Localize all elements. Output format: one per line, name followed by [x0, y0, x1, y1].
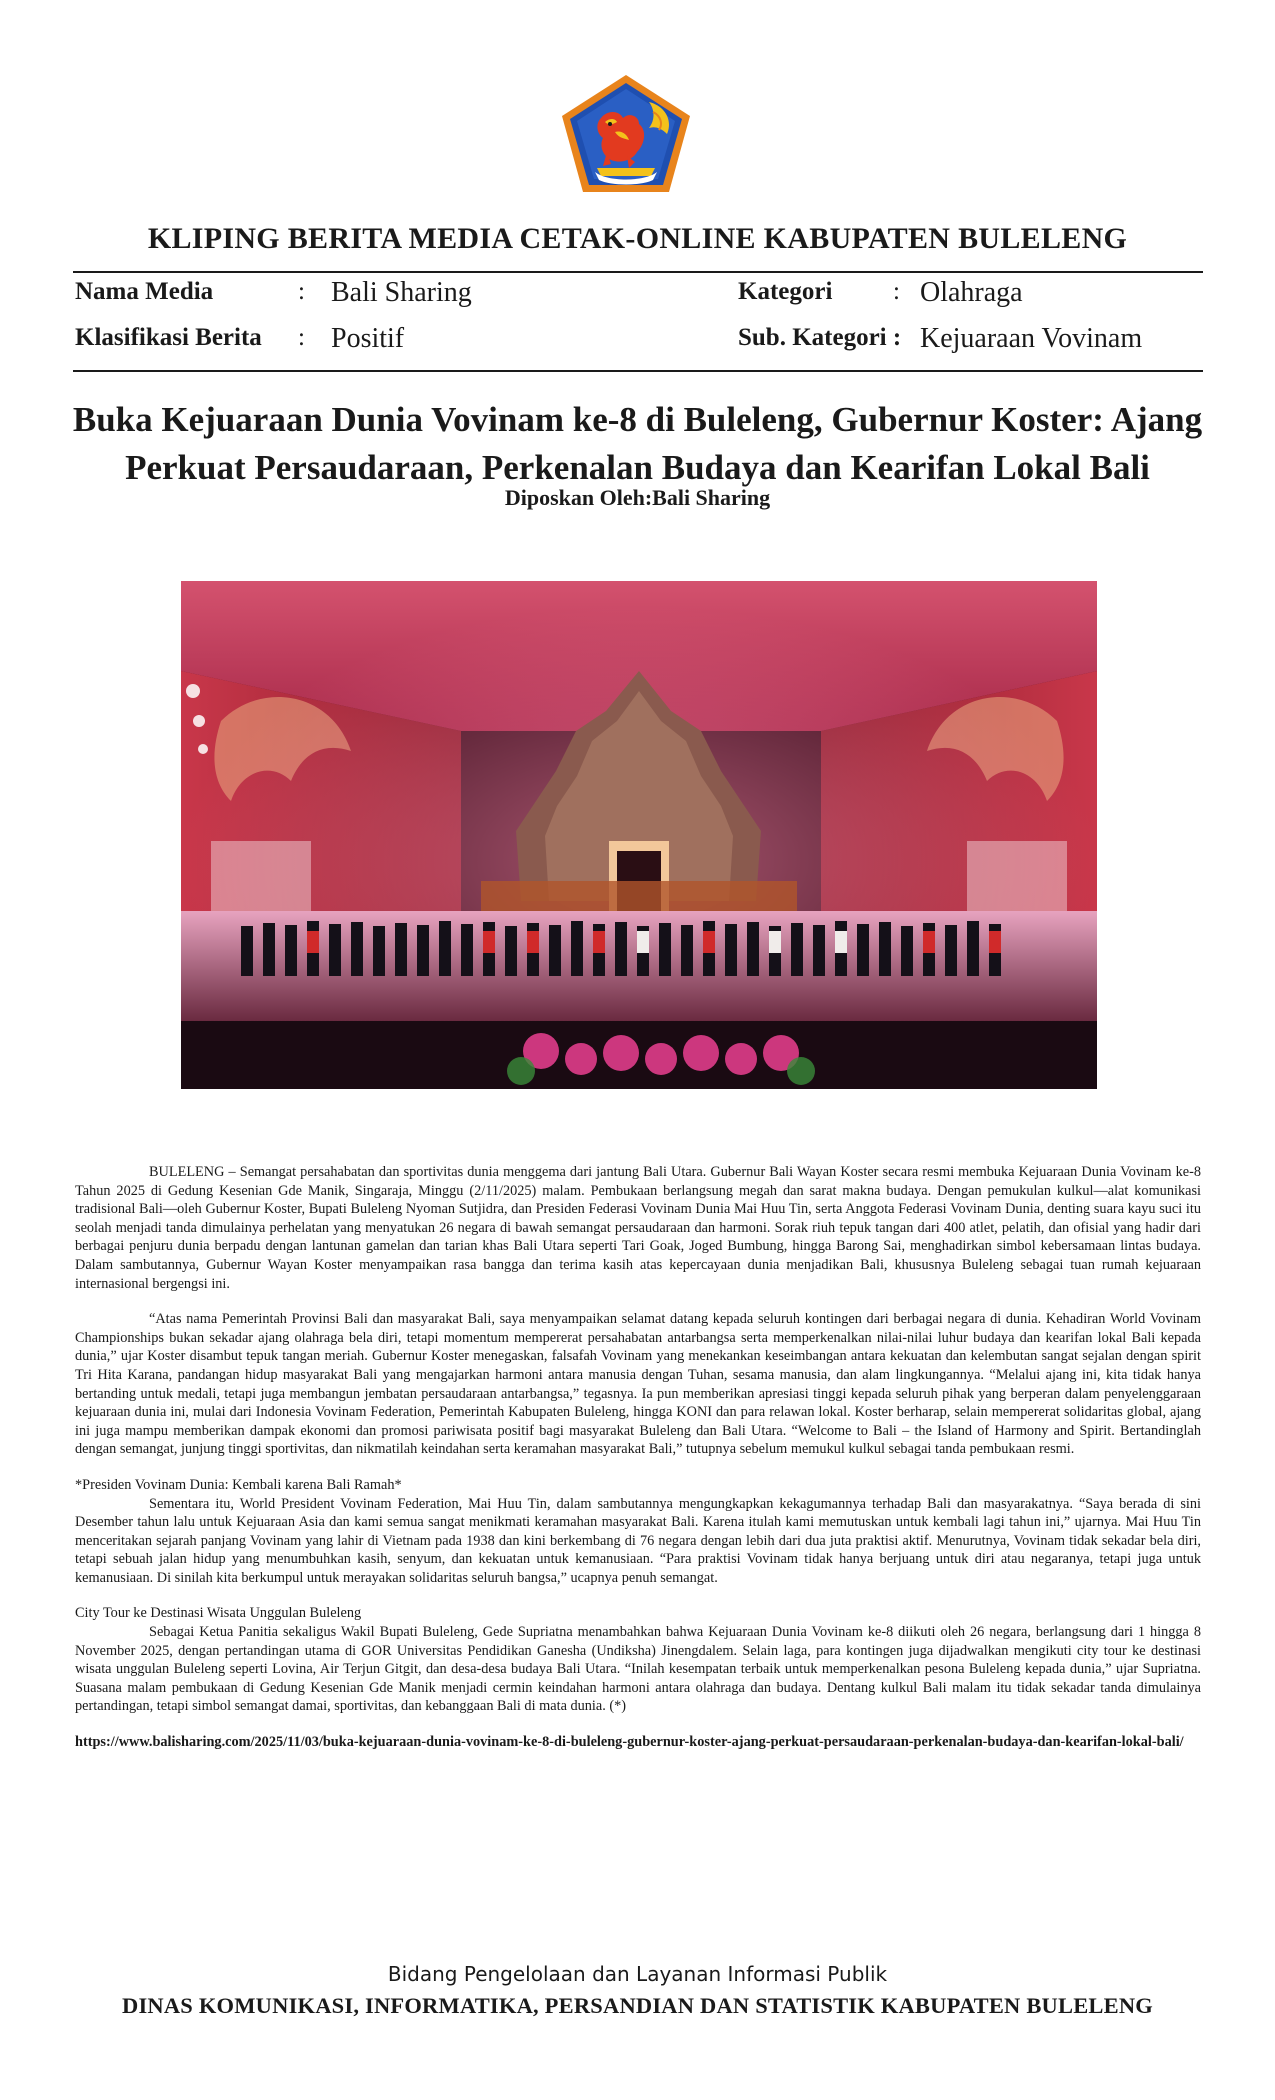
sub-kategori-value: Kejuaraan Vovinam [920, 323, 1143, 354]
meta-row-media [0, 278, 1275, 314]
kategori-label: Kategori [738, 278, 833, 305]
article-byline: Diposkan Oleh:Bali Sharing [504, 485, 771, 510]
klasifikasi-colon: : [298, 324, 305, 351]
stage-people [241, 921, 1001, 976]
header-divider-top [73, 271, 1203, 273]
source-url-link[interactable]: https://www.balisharing.com/2025/11/03/buka-kejuaraan-dunia-vovinam-ke-8-di-buleleng-gubernur-koster-ajang-perkuat-persaudaraan-perkenalan-budaya-dan-kearifan-lokal-bali/ [75, 1734, 1184, 1751]
nama-media-colon: : [298, 278, 305, 305]
buleleng-regency-logo [557, 72, 695, 198]
article-paragraph: “Atas nama Pemerintah Provinsi Bali dan masyarakat Bali, saya menyampaikan selamat datang kepada seluruh kontingen dari berbagai negara di dunia. Kehadiran World Vovinam Championships bukan sekadar ajang olahraga bela diri, tetapi momentum mempererat persahabatan antarbangsa serta memperkenalkan nilai-nilai luhur budaya dan kearifan lokal Bali kepada dunia,” ujar Koster disambut tepuk tangan meriah. Gubernur Koster menegaskan, falsafah Vovinam yang menekankan keseimbangan antara kekuatan dan kelembutan sangat sejalan dengan spirit Tri Hita Karana, pandangan hidup masyarakat Bali yang mengajarkan harmoni antara manusia dengan Tuhan, sesama manusia, dan alam lingkungannya. “Melalui ajang ini, kita tidak hanya bertanding untuk medali, tetapi juga membangun jembatan persaudaraan antarbangsa,” tegasnya. Ia pun memberikan apresiasi tinggi kepada seluruh pihak yang berperan dalam penyelenggaraan kejuaraan dunia ini, mulai dari Indonesia Vovinam Federation, Pemerintah Kabupaten Buleleng, hingga KONI dan para relawan lokal. Koster berharap, selain mempererat solidaritas global, ajang ini juga mampu memberikan dampak ekonomi dan promosi pariwisata positif bagi masyarakat Buleleng dan Bali Utara. “Welcome to Bali – the Island of Harmony and Spirit. Bertandinglah dengan semangat, junjung tinggi sportivitas, dan nikmatilah keindahan serta keramahan masyarakat Bali,” tutupnya sebelum memukul kulkul sebagai tanda pembukaan resmi. [75, 1311, 1201, 1458]
article-paragraph: BULELENG – Semangat persahabatan dan sportivitas dunia menggema dari jantung Bali Utara. Gubernur Bali Wayan Koster secara resmi membuka Kejuaraan Dunia Vovinam ke-8 Tahun 2025 di Gedung Kesenian Gde Manik, Singaraja, Minggu (2/11/2025) malam. Pembukaan berlangsung megah dan sarat makna budaya. Dengan pemukulan kulkul—alat komunikasi tradisional Bali—oleh Gubernur Koster, Bupati Buleleng Nyoman Sutjidra, dan Presiden Federasi Vovinam Dunia Mai Huu Tin, serta Anggota Federasi Vovinam Dunia, denting suara kayu suci itu seolah menjadi tanda dimulainya perhelatan yang menyatukan 26 negara di bawah semangat persaudaraan dan harmoni. Sorak riuh tepuk tangan dari 400 atlet, pelatih, dan ofisial yang hadir dari berbagai penjuru dunia berpadu dengan lantunan gamelan dan tarian khas Bali Utara seperti Tari Goak, Joged Bumbung, hingga Barong Sai, menghadirkan simbol kebersamaan lintas budaya. Dalam sambutannya, Gubernur Wayan Koster menyampaikan rasa bangga dan terima kasih atas kepercayaan dunia menjadikan Bali, khususnya Buleleng sebagai tuan rumah kejuaraan internasional bergengsi ini. [75, 1164, 1201, 1292]
sub-kategori-label: Sub. Kategori : [738, 324, 902, 351]
clipping-header-title: KLIPING BERITA MEDIA CETAK-ONLINE KABUPATEN BULELENG [147, 222, 1128, 255]
nama-media-label: Nama Media [75, 278, 214, 305]
article-body [75, 1163, 1201, 1752]
opening-ceremony-stage-photo [181, 581, 1097, 1089]
kategori-colon: : [893, 278, 900, 305]
article-subheading: City Tour ke Destinasi Wisata Unggulan Buleleng [75, 1605, 362, 1622]
article-paragraph: Sebagai Ketua Panitia sekaligus Wakil Bupati Buleleng, Gede Supriatna menambahkan bahwa Kejuaraan Dunia Vovinam ke-8 diikuti oleh 26 negara, berlangsung dari 1 hingga 8 November 2025, dengan pertandingan utama di GOR Universitas Pendidikan Ganesha (Undiksha) Jinengdalem. Selain laga, para kontingen juga dijadwalkan mengikuti city tour ke destinasi wisata unggulan Buleleng seperti Lovina, Air Terjun Gitgit, dan desa-desa budaya Bali Utara. “Inilah kesempatan terbaik untuk memperkenalkan pesona Buleleng kepada dunia,” ujar Supriatna. Suasana malam pembukaan di Gedung Kesenian Gde Manik menjadi cermin keindahan harmoni antara olahraga dan budaya. Dentang kulkul Bali malam itu tidak sekadar tanda dimulainya pertandingan, tetapi simbol semangat damai, sportivitas, dan kebanggaan Bali di mata dunia. (*) [75, 1624, 1201, 1715]
lion-crest-icon [557, 72, 695, 198]
article-headline: Buka Kejuaraan Dunia Vovinam ke-8 di Buleleng, Gubernur Koster: Ajang Perkuat Persaudaraan, Perkenalan Budaya dan Kearifan Lokal Bali [72, 400, 1203, 487]
kategori-value: Olahraga [920, 277, 1023, 308]
meta-row-classification [0, 324, 1275, 360]
nama-media-value: Bali Sharing [331, 277, 472, 308]
article-photo [181, 581, 1097, 1089]
footer-department: Bidang Pengelolaan dan Layanan Informasi Publik [387, 1962, 888, 1986]
klasifikasi-label: Klasifikasi Berita [75, 324, 262, 351]
article-paragraph: Sementara itu, World President Vovinam Federation, Mai Huu Tin, dalam sambutannya mengungkapkan kekagumannya terhadap Bali dan masyarakatnya. “Saya berada di sini Desember tahun lalu untuk Kejuaraan Asia dan kami semua sangat menikmati keramahan masyarakat Bali. Karena itulah kami memutuskan untuk kembali lagi tahun ini,” ujarnya. Mai Huu Tin menceritakan sejarah panjang Vovinam yang lahir di Vietnam pada 1938 dan kini berkembang di 76 negara dengan lebih dari dua juta praktisi aktif. Menurutnya, Vovinam tidak sekadar bela diri, tetapi sebuah jalan hidup yang menumbuhkan kasih, senyum, dan kekuatan untuk kemanusiaan. “Para praktisi Vovinam tidak hanya berjuang untuk diri atau negaranya, tetapi juga untuk kemanusiaan. Di sinilah kita berkumpul untuk merayakan solidaritas seluruh bangsa,” ucapnya penuh semangat. [75, 1495, 1201, 1586]
klasifikasi-value: Positif [331, 323, 405, 354]
header-divider-bottom [73, 370, 1203, 372]
article-subheading: *Presiden Vovinam Dunia: Kembali karena Bali Ramah* [75, 1476, 402, 1493]
footer-agency: DINAS KOMUNIKASI, INFORMATIKA, PERSANDIAN DAN STATISTIK KABUPATEN BULELENG [122, 1993, 1153, 2018]
